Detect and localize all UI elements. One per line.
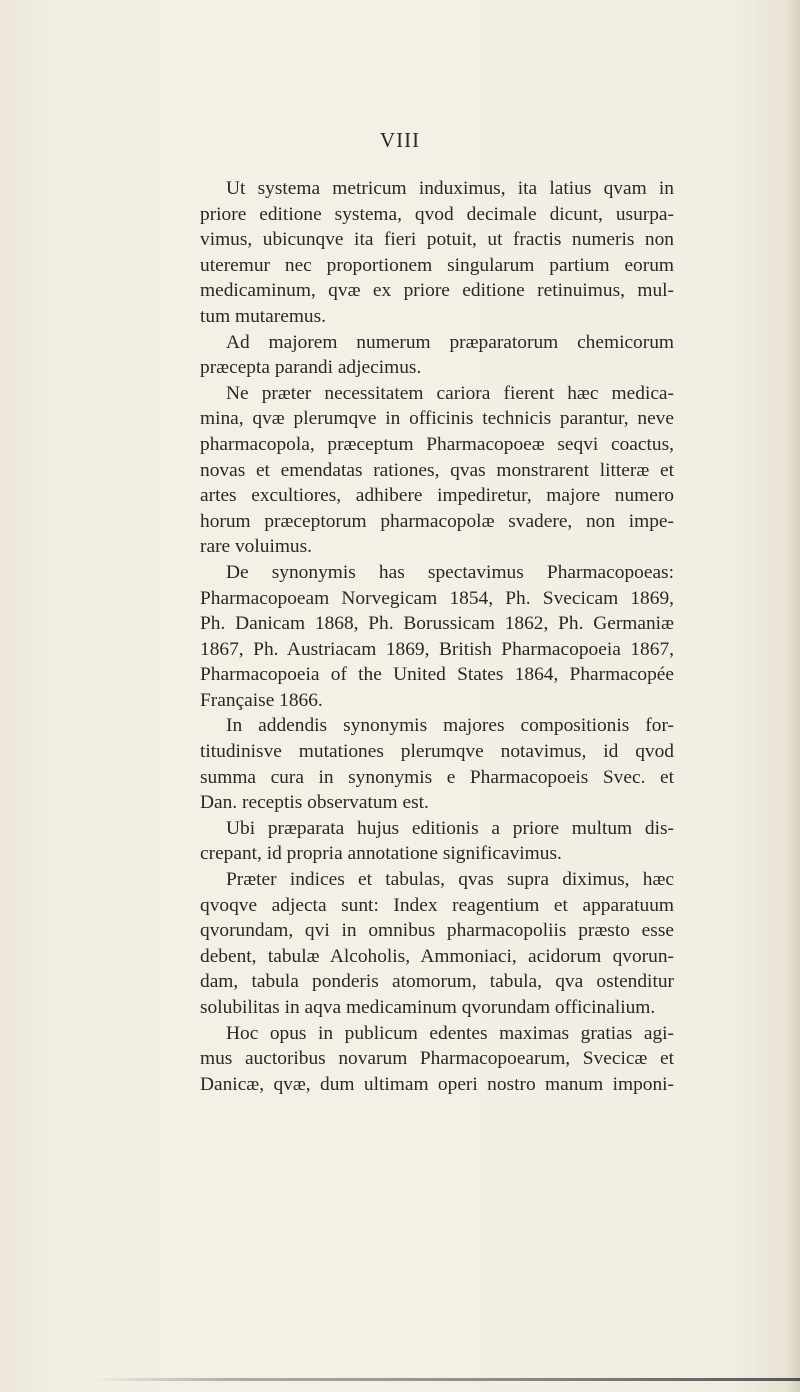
paragraph: [200, 381, 674, 560]
bottom-edge-rule: [90, 1378, 800, 1381]
paragraph: [200, 176, 674, 330]
text-line: priore editione systema, qvod decimale dicunt, usurpa-: [200, 203, 674, 225]
paragraph: [200, 330, 674, 381]
text-line: Pharmacopoeia of the United States 1864, Pharmacopée: [200, 664, 674, 686]
text-line: De synonymis has spectavimus Pharmacopoeas:: [226, 561, 674, 583]
text-line: Hoc opus in publicum edentes maximas gratias agi-: [226, 1022, 674, 1044]
page-number: VIII: [379, 128, 421, 152]
text-line: Dan. receptis observatum est.: [200, 792, 429, 814]
text-line: solubilitas in aqva medicaminum qvorundam officinalium.: [200, 997, 656, 1018]
paragraph: [200, 713, 674, 815]
text-line: Ph. Danicam 1868, Ph. Borussicam 1862, Ph. Germaniæ: [200, 613, 674, 635]
paragraph: [200, 560, 674, 714]
text-line: Præter indices et tabulas, qvas supra diximus, hæc: [226, 869, 674, 891]
paragraph: [200, 1021, 674, 1098]
text-line: Ad majorem numerum præparatorum chemicorum: [226, 331, 674, 353]
text-line: In addendis synonymis majores compositionis for-: [226, 715, 674, 737]
page-edge-shadow: [786, 0, 800, 1392]
paragraph: [200, 867, 674, 1021]
text-line: titudinisve mutationes plerumqve notavimus, id qvod: [200, 741, 674, 763]
text-line: uteremur nec proportionem singularum partium eorum: [200, 254, 674, 276]
text-line: tum mutaremus.: [200, 305, 327, 327]
text-line: summa cura in synonymis e Pharmacopoeis Svec. et: [200, 766, 674, 788]
text-line: mus auctoribus novarum Pharmacopoearum, Svecicæ et: [200, 1048, 674, 1070]
text-line: artes excultiores, adhibere impediretur, majore numero: [200, 485, 674, 507]
text-line: crepant, id propria annotatione significavimus.: [200, 843, 562, 865]
text-line: Pharmacopoeam Norvegicam 1854, Ph. Svecicam 1869,: [200, 587, 674, 609]
text-line: Ne præter necessitatem cariora fierent hæc medica-: [226, 382, 674, 404]
text-line: Ut systema metricum induximus, ita latius qvam in: [226, 178, 674, 199]
text-line: præcepta parandi adjecimus.: [200, 357, 422, 379]
text-line: qvorundam, qvi in omnibus pharmacopoliis præsto esse: [200, 920, 674, 942]
text-line: 1867, Ph. Austriacam 1869, British Pharmacopoeia 1867,: [200, 638, 674, 660]
text-line: novas et emendatas rationes, qvas monstrarent litteræ et: [200, 459, 674, 481]
text-line: mina, qvæ plerumqve in officinis technicis parantur, neve: [200, 408, 674, 430]
text-line: rare voluimus.: [200, 536, 313, 558]
paragraph: [200, 816, 674, 867]
text-line: Danicæ, qvæ, dum ultimam operi nostro manum imponi-: [200, 1073, 674, 1095]
text-line: horum præceptorum pharmacopolæ svadere, non impe-: [200, 510, 674, 532]
text-line: qvoqve adjecta sunt: Index reagentium et apparatuum: [200, 894, 674, 916]
body-text: [200, 176, 674, 1097]
text-line: vimus, ubicunqve ita fieri potuit, ut fractis numeris non: [200, 229, 674, 251]
text-line: medicaminum, qvæ ex priore editione retinuimus, mul-: [200, 280, 674, 302]
text-line: dam, tabula ponderis atomorum, tabula, qva ostenditur: [200, 971, 674, 993]
text-line: debent, tabulæ Alcoholis, Ammoniaci, acidorum qvorun-: [200, 945, 674, 967]
text-line: pharmacopola, præceptum Pharmacopoeæ seqvi coactus,: [200, 433, 674, 455]
text-line: Française 1866.: [200, 689, 323, 711]
text-line: Ubi præparata hujus editionis a priore multum dis-: [226, 817, 674, 839]
